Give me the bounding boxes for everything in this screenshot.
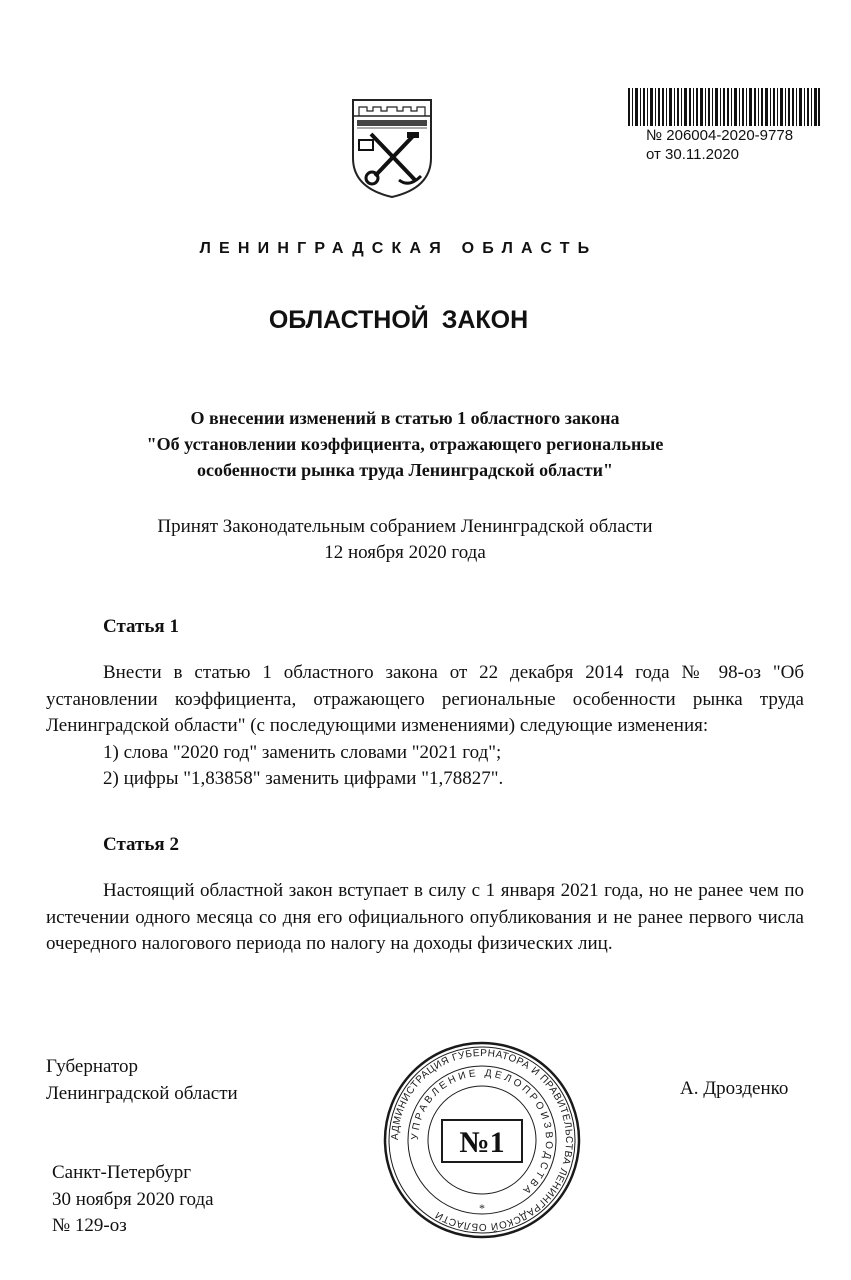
law-number: № 129-оз (52, 1215, 127, 1236)
signatory-region: Ленинградской области (46, 1082, 238, 1104)
article-1-body (46, 660, 804, 793)
law-title (40, 405, 770, 483)
article-1-item: 2) цифры "1,83858" заменить цифрами "1,78827". (103, 768, 504, 789)
registration-date: от 30.11.2020 (646, 146, 740, 163)
article-2-heading: Статья 2 (103, 834, 179, 855)
signatory-position (46, 1054, 238, 1107)
article-1-item: 1) слова "2020 год" заменить словами "2021 год"; (103, 741, 502, 763)
document-type: ОБЛАСТНОЙ ЗАКОН (268, 306, 529, 334)
seal-inner-text: УПРАВЛЕНИЕ ДЕЛОПРОИЗВОДСТВА (409, 1067, 555, 1198)
adoption-date: 12 ноября 2020 года (324, 542, 486, 563)
adoption-note (40, 514, 770, 566)
region-heading: ЛЕНИНГРАДСКАЯ ОБЛАСТЬ (199, 240, 598, 257)
article-2-body (46, 878, 804, 958)
signing-date: 30 ноября 2020 года (52, 1188, 214, 1210)
article-1-text: Внести в статью 1 областного закона от 22 декабря 2014 года № 98-оз "Об установлении коэффициента, отражающего региональные особенности рынка труда Ленинградской области" (с последующими изменениями) следующие изменения: (46, 662, 804, 736)
law-title-line: О внесении изменений в статью 1 областного закона (190, 408, 620, 428)
barcode (628, 88, 820, 126)
law-title-line: "Об установлении коэффициента, отражающего региональные (146, 434, 664, 454)
article-2-text: Настоящий областной закон вступает в силу с 1 января 2021 года, но не ранее чем по истечении одного месяца со дня его официального опубликования и не ранее первого числа очередного налогового периода по налогу на доходы физических лиц. (46, 880, 804, 954)
article-1-heading: Статья 1 (103, 616, 179, 637)
signatory-name: А. Дрозденко (680, 1078, 789, 1099)
law-title-line: особенности рынка труда Ленинградской области" (196, 460, 614, 480)
official-seal (382, 1040, 582, 1240)
adoption-body: Принят Законодательным собранием Ленинградской области (157, 516, 653, 537)
seal-outer-text: АДМИНИСТРАЦИЯ ГУБЕРНАТОРА И ПРАВИТЕЛЬСТВА ЛЕНИНГРАДСКОЙ ОБЛАСТИ (389, 1047, 575, 1233)
signing-city: Санкт-Петербург (52, 1162, 192, 1183)
place-and-date (52, 1160, 214, 1240)
svg-text:*: * (479, 1201, 485, 1215)
signatory-title: Губернатор (46, 1056, 139, 1077)
registration-number: № 206004-2020-9778 (646, 127, 794, 144)
coat-of-arms-icon (349, 96, 435, 200)
seal-number: №1 (459, 1126, 505, 1159)
